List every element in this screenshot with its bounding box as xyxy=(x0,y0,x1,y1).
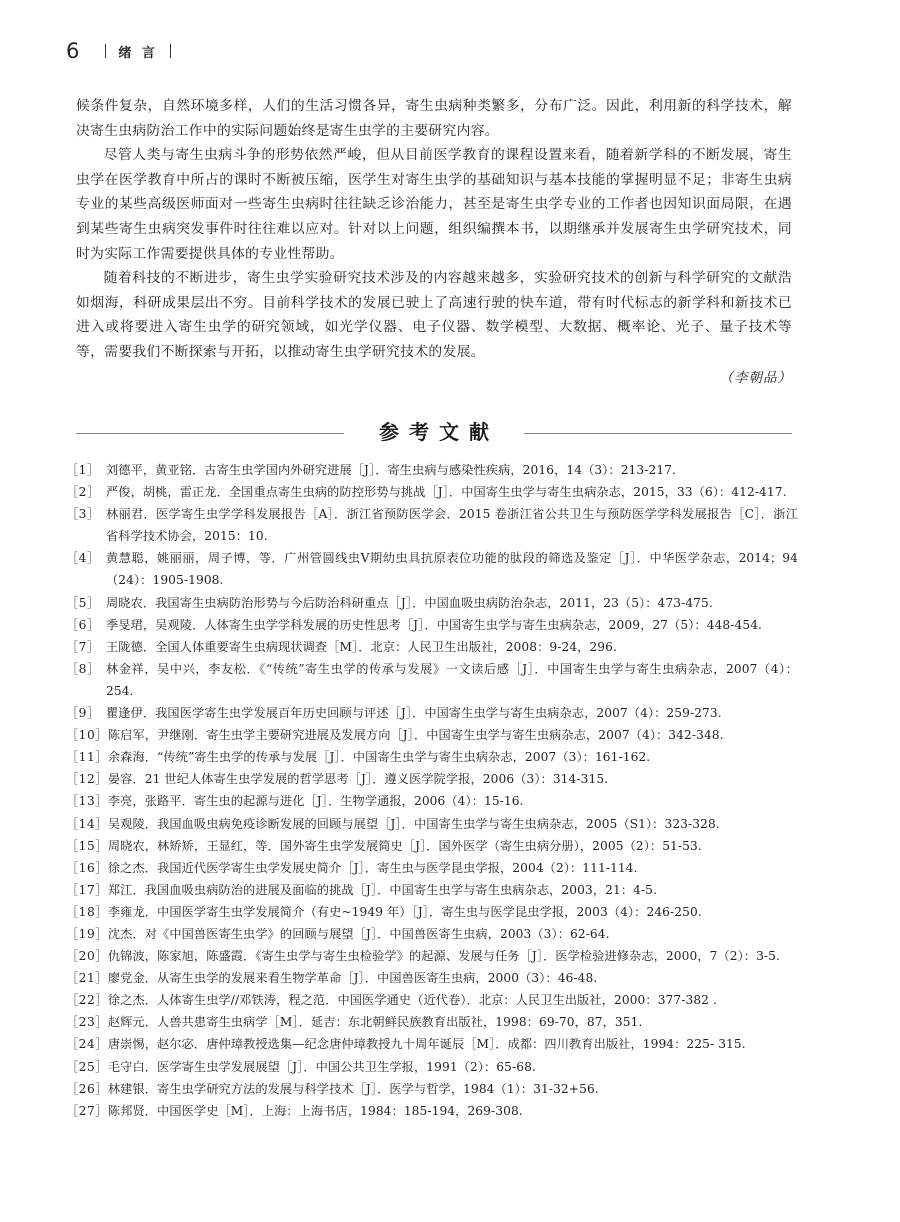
reference-text: 陈邦贤．中国医学史［M］．上海：上海书店，1984：185-194，269-308. xyxy=(107,1103,523,1118)
reference-text: 周晓农．我国寄生虫病防治形势与今后防治科研重点［J］．中国血吸虫病防治杂志，2011，23（5）：473-475. xyxy=(106,595,713,610)
reference-item xyxy=(66,813,798,835)
running-header xyxy=(66,36,183,66)
reference-item xyxy=(66,658,798,702)
reference-number: ［3］ xyxy=(66,507,100,522)
reference-number: ［10］ xyxy=(66,728,108,743)
reference-item xyxy=(66,1078,798,1100)
reference-item xyxy=(66,835,798,857)
reference-number: ［15］ xyxy=(66,838,108,853)
reference-item xyxy=(66,481,798,503)
reference-text: 瞿逢伊．我国医学寄生虫学发展百年历史回顾与评述［J］．中国寄生虫学与寄生虫病杂志，2007（4）：259-273. xyxy=(106,706,722,721)
reference-item xyxy=(66,724,798,746)
section-title: 绪 言 xyxy=(118,45,158,61)
reference-item xyxy=(66,547,798,591)
reference-text: 郑江．我国血吸虫病防治的进展及面临的挑战［J］．中国寄生虫学与寄生虫病杂志，2003，21：4-5. xyxy=(107,882,658,897)
page-number: 6 xyxy=(66,39,80,63)
reference-text: 余森海．“传统”寄生虫学的传承与发展［J］．中国寄生虫学与寄生虫病杂志，2007（3）：161-162. xyxy=(107,750,651,765)
reference-number: ［24］ xyxy=(66,1037,108,1052)
reference-item xyxy=(66,746,798,768)
reference-number: ［7］ xyxy=(66,639,100,654)
reference-item xyxy=(66,1100,798,1122)
reference-text: 王陇德．全国人体重要寄生虫病现状调查［M］．北京：人民卫生出版社，2008：9-24，296. xyxy=(106,639,617,654)
reference-item xyxy=(66,702,798,724)
reference-text: 赵辉元．人兽共患寄生虫病学［M］．延吉：东北朝鲜民族教育出版社，1998：69-70，87，351. xyxy=(107,1015,643,1030)
reference-text: 黄慧聪，姚丽丽，周子博，等．广州管圆线虫Ⅴ期幼虫具抗原表位功能的肽段的筛选及鉴定［J］．中华医学杂志，2014；94（24）：1905-1908. xyxy=(106,551,798,588)
reference-item xyxy=(66,1056,798,1078)
reference-text: 徐之杰．我国近代医学寄生虫学发展史简介［J］．寄生虫与医学昆虫学报，2004（2）：111-114. xyxy=(107,860,638,875)
reference-item xyxy=(66,636,798,658)
reference-number: ［19］ xyxy=(66,926,108,941)
reference-text: 徐之杰．人体寄生虫学//邓铁涛，程之范．中国医学通史（近代卷）．北京：人民卫生出版社，2000：377-382 . xyxy=(107,993,717,1008)
reference-item xyxy=(66,614,798,636)
reference-item xyxy=(66,901,798,923)
reference-number: ［6］ xyxy=(66,617,100,632)
reference-text: 李亮，张路平．寄生虫的起源与进化［J］．生物学通报，2006（4）：15-16. xyxy=(107,794,524,809)
reference-list xyxy=(66,459,798,1122)
reference-text: 林丽君．医学寄生虫学学科发展报告［A］．浙江省预防医学会．2015 卷浙江省公共卫生与预防医学学科发展报告［C］．浙江省科学技术协会，2015：10. xyxy=(106,507,798,544)
reference-text: 林建银．寄生虫学研究方法的发展与科学技术［J］．医学与哲学，1984（1）：31-32+56. xyxy=(107,1081,599,1096)
reference-item xyxy=(66,967,798,989)
reference-number: ［20］ xyxy=(66,949,108,964)
reference-text: 唐崇惕，赵尔宓．唐仲璋教授选集—纪念唐仲璋教授九十周年诞辰［M］．成都：四川教育出版社，1994：225- 315. xyxy=(107,1037,746,1052)
reference-item xyxy=(66,592,798,614)
reference-number: ［27］ xyxy=(66,1103,108,1118)
reference-text: 严俊，胡桃，雷正龙．全国重点寄生虫病的防控形势与挑战［J］．中国寄生虫学与寄生虫病杂志，2015，33（6）：412-417. xyxy=(106,485,787,500)
reference-number: ［8］ xyxy=(66,661,100,676)
reference-text: 林金祥，吴中兴，李友松．《“传统”寄生虫学的传承与发展》一文读后感［J］．中国寄生虫学与寄生虫病杂志，2007（4）：254. xyxy=(106,661,798,698)
reference-item xyxy=(66,923,798,945)
reference-text: 季旻珺，吴观陵．人体寄生虫学学科发展的历史性思考［J］．中国寄生虫学与寄生虫病杂志，2009，27（5）：448-454. xyxy=(106,617,763,632)
body-text xyxy=(76,94,792,390)
reference-text: 李雍龙．中国医学寄生虫学发展简介（有史~1949 年）［J］．寄生虫与医学昆虫学报，2003（4）：246-250. xyxy=(107,904,702,919)
reference-text: 陈启军，尹继刚．寄生虫学主要研究进展及发展方向［J］．中国寄生虫学与寄生虫病杂志，2007（4）：342-348. xyxy=(107,728,724,743)
reference-text: 毛守白．医学寄生虫学发展展望［J］．中国公共卫生学报，1991（2）：65-68. xyxy=(107,1059,536,1074)
reference-text: 晏容．21 世纪人体寄生虫学发展的哲学思考［J］．遵义医学院学报，2006（3）：314-315. xyxy=(107,772,609,787)
reference-item xyxy=(66,945,798,967)
reference-item xyxy=(66,989,798,1011)
reference-item xyxy=(66,1011,798,1033)
reference-number: ［22］ xyxy=(66,993,108,1008)
paragraph: 尽管人类与寄生虫病斗争的形势依然严峻，但从目前医学教育的课程设置来看，随着新学科的不断发展，寄生虫学在医学教育中所占的课时不断被压缩，医学生对寄生虫学的基础知识与基本技能的掌握明显不足；非寄生虫病专业的某些高级医师面对一些寄生虫病时往往缺乏诊治能力，甚至是寄生虫学专业的工作者也因知识面局限，在遇到某些寄生虫病突发事件时往往难以应对。针对以上问题，组织编撰本书，以期继承并发展寄生虫学研究技术，同时为实际工作需要提供具体的专业性帮助。 xyxy=(76,147,792,262)
reference-number: ［1］ xyxy=(66,463,100,477)
reference-number: ［9］ xyxy=(66,706,100,721)
reference-item xyxy=(66,768,798,790)
reference-text: 廖党金．从寄生虫学的发展来看生物学革命［J］．中国兽医寄生虫病，2000（3）：46-48. xyxy=(107,971,598,986)
paragraph: 候条件复杂，自然环境多样，人们的生活习惯各异，寄生虫病种类繁多，分布广泛。因此，利用新的科学技术，解决寄生虫病防治工作中的实际问题始终是寄生虫学的主要研究内容。 xyxy=(76,98,792,139)
reference-number: ［18］ xyxy=(66,904,108,919)
reference-number: ［2］ xyxy=(66,485,100,500)
reference-item xyxy=(66,857,798,879)
reference-text: 刘德平，黄亚铭．古寄生虫学国内外研究进展［J］．寄生虫病与感染性疾病，2016，14（3）：213-217. xyxy=(106,463,677,477)
reference-number: ［5］ xyxy=(66,595,100,610)
reference-text: 沈杰．对《中国兽医寄生虫学》的回顾与展望［J］．中国兽医寄生虫病，2003（3）：62-64. xyxy=(107,926,610,941)
reference-number: ［21］ xyxy=(66,971,108,986)
reference-number: ［16］ xyxy=(66,860,108,875)
reference-number: ［12］ xyxy=(66,772,108,787)
reference-number: ［4］ xyxy=(66,551,100,566)
reference-item xyxy=(66,459,798,481)
reference-number: ［14］ xyxy=(66,816,108,831)
author-signature: （李朝品） xyxy=(719,369,792,386)
reference-text: 仇锦波，陈家旭，陈盛霞．《寄生虫学与寄生虫检验学》的起源、发展与任务［J］．医学检验进修杂志，2000，7（2）：3-5. xyxy=(107,949,780,964)
reference-number: ［23］ xyxy=(66,1015,108,1030)
reference-number: ［26］ xyxy=(66,1081,108,1096)
reference-number: ［13］ xyxy=(66,794,108,809)
references-title: 参考文献 xyxy=(379,420,499,444)
reference-number: ［11］ xyxy=(66,750,108,765)
references-heading xyxy=(76,413,792,449)
reference-item xyxy=(66,879,798,901)
reference-item xyxy=(66,790,798,812)
reference-item xyxy=(66,503,798,547)
header-divider xyxy=(105,44,106,58)
reference-item xyxy=(66,1033,798,1055)
reference-text: 吴观陵．我国血吸虫病免疫诊断发展的回顾与展望［J］．中国寄生虫学与寄生虫病杂志，2005（S1）：323-328. xyxy=(107,816,720,831)
reference-number: ［25］ xyxy=(66,1059,108,1074)
paragraph: 随着科技的不断进步，寄生虫学实验研究技术涉及的内容越来越多，实验研究技术的创新与科学研究的文献浩如烟海，科研成果层出不穷。目前科学技术的发展已驶上了高速行驶的快车道，带有时代标志的新学科和新技术已进入或将要进入寄生虫学的研究领域，如光学仪器、电子仪器、数学模型、大数据、概率论、光子、量子技术等等，需要我们不断探索与开拓，以推动寄生虫学研究技术的发展。 xyxy=(76,270,792,360)
reference-text: 周晓农，林矫矫，王显红，等．国外寄生虫学发展简史［J］．国外医学（寄生虫病分册），2005（2）：51-53. xyxy=(107,838,702,853)
reference-number: ［17］ xyxy=(66,882,108,897)
heading-rule-right xyxy=(524,433,792,434)
header-divider xyxy=(170,44,171,58)
